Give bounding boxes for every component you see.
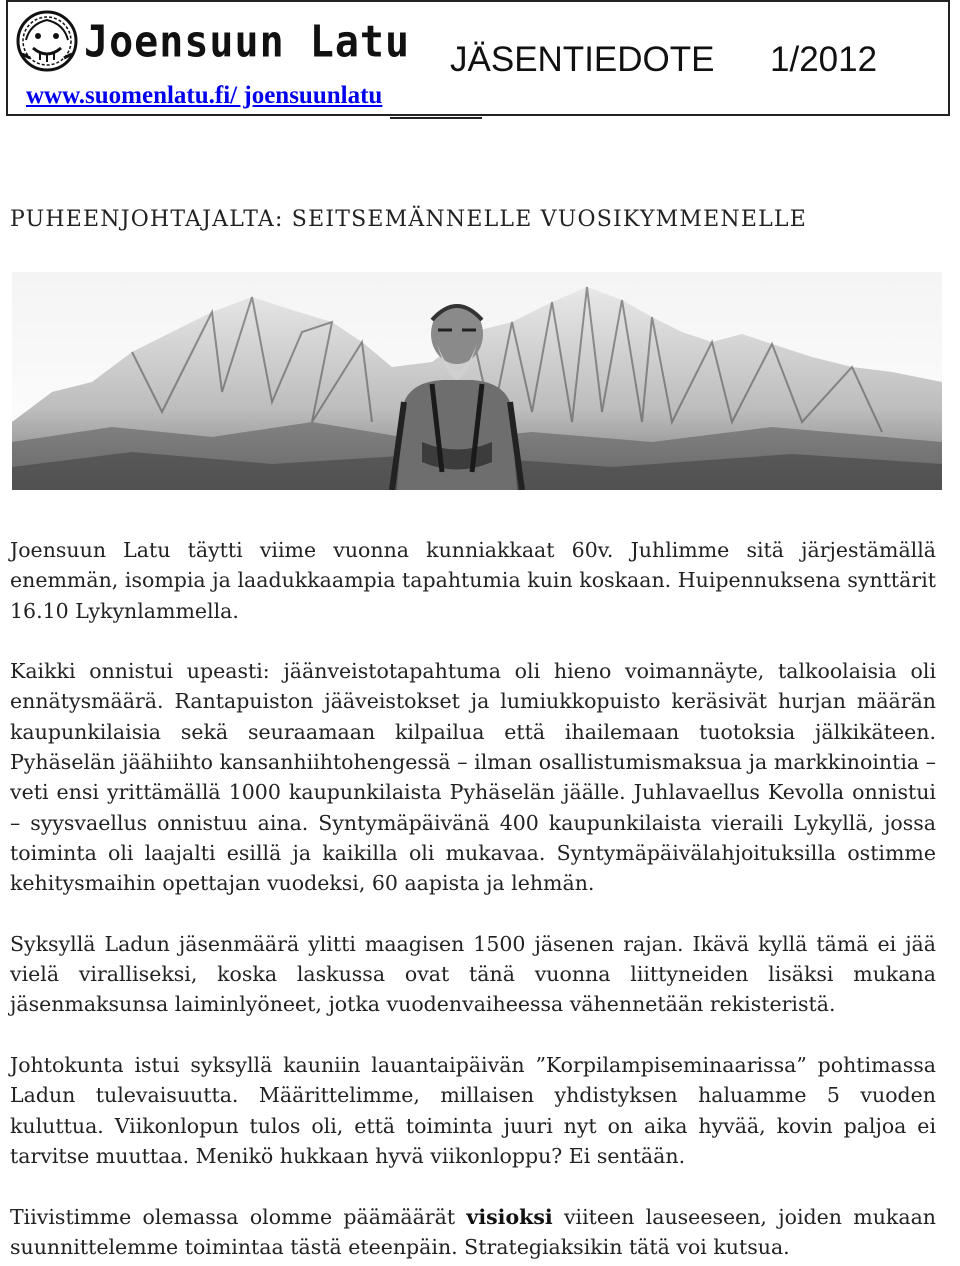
- header-rule: [390, 117, 482, 119]
- article-paragraph-2: Kaikki onnistui upeasti: jäänveistotapahtuma oli hieno voimannäyte, talkoolaisia oli ennätysmäärä. Rantapuiston jääveistokset ja lumiukkopuisto keräsivät hurjan määrän kaupunkilaisia sekä seuraamaan kilpailua että ihailemaan tuotoksia jälkikäteen. Pyhäselän jäähiihto kansanhiihtohengessä – ilman osallistumismaksua ja markkinointia – veti ensi yrittämällä 1000 kaupunkilaista Pyhäselän jäälle. Juhlavaellus Kevolla onnistui – syysvaellus onnistuu aina. Syntymäpäivänä 400 kaupunkilaista vieraili Lykyllä, jossa toiminta oli laajalti esillä ja kaikilla oli mukavaa. Syntymäpäivälahjoituksilla ostimme kehitysmaihin opettajan vuodeksi, 60 aapista ja lehmän.: [10, 659, 936, 896]
- article-paragraph-5-start: Tiivistimme olemassa olomme päämäärät: [10, 1204, 467, 1229]
- mountain-portrait-photo: [12, 272, 942, 490]
- vision-term: visioksi: [466, 1204, 553, 1229]
- bulletin-title: JÄSENTIEDOTE: [450, 40, 715, 79]
- article-paragraph-5: [10, 1202, 936, 1263]
- bulletin-issue: 1/2012: [770, 40, 878, 79]
- website-link[interactable]: www.suomenlatu.fi/ joensuunlatu: [26, 82, 383, 109]
- section-heading: PUHEENJOHTAJALTA: SEITSEMÄNNELLE VUOSIKYMMENELLE: [10, 207, 807, 232]
- article-paragraph-4: Johtokunta istui syksyllä kauniin lauantaipäivän ”Korpilampiseminaarissa” pohtimassa Ladun tulevaisuutta. Määrittelimme, millaisen yhdistyksen haluamme 5 vuoden kuluttua. Viikonlopun tulos oli, että toiminta juuri nyt on aika hyvää, kovin paljoa ei tarvitse muuttaa. Menikö hukkaan hyvä viikonloppu? Ei sentään.: [10, 1053, 936, 1168]
- article-paragraph-5-end: viiteen lauseeseen, joiden mukaan suunnittelemme toimintaa tästä eteenpäin. Strategiaksikin tätä voi kutsua.: [10, 1204, 936, 1259]
- article-body: [10, 535, 936, 1262]
- club-logo-icon: [16, 10, 78, 72]
- article-paragraph-1: Joensuun Latu täytti viime vuonna kunniakkaat 60v. Juhlimme sitä järjestämällä enemmän, isompia ja laadukkaampia tapahtumia kuin koskaan. Huipennuksena synttärit 16.10 Lykynlammella.: [10, 538, 936, 623]
- logo-text: Joensuun Latu: [84, 17, 411, 68]
- article-paragraph-3: Syksyllä Ladun jäsenmäärä ylitti maagisen 1500 jäsenen rajan. Ikävä kyllä tämä ei jää vielä viralliseksi, koska laskussa ovat tänä vuonna liittyneiden lisäksi mukana jäsenmaksunsa laiminlyöneet, jotka vuodenvaiheessa vähennetään rekisteristä.: [10, 931, 936, 1017]
